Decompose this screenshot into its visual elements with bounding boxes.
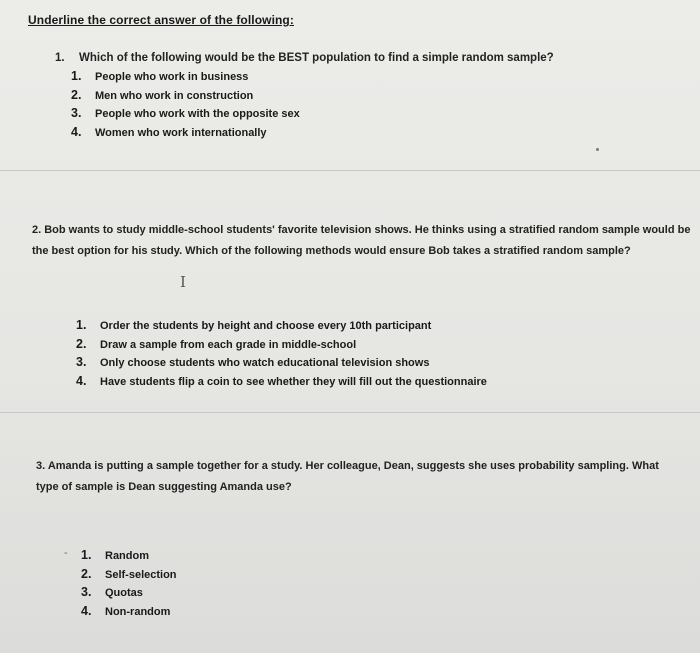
- q3-option-number: 4.: [81, 603, 92, 618]
- q3-option-2[interactable]: [81, 565, 177, 584]
- text-cursor-icon: I: [180, 273, 186, 291]
- q2-option-number: 3.: [76, 355, 87, 369]
- q2-option-text: Order the students by height and choose every 10th participant: [100, 320, 432, 332]
- question-3-options: [81, 546, 177, 620]
- q1-option-number: 1.: [71, 69, 82, 83]
- q3-option-number: 3.: [81, 585, 92, 599]
- q3-option-text: Self-selection: [105, 568, 177, 581]
- q3-option-text: Quotas: [105, 587, 143, 599]
- q2-option-text: Have students flip a coin to see whether they will fill out the questionnaire: [100, 375, 487, 388]
- question-3-prompt: 3. Amanda is putting a sample together for a study. Her colleague, Dean, suggests she uses probability sampling. What type of sample is Dean suggesting Amanda use?: [36, 460, 659, 493]
- q1-option-4[interactable]: [71, 123, 300, 142]
- q3-option-text: Random: [105, 550, 149, 562]
- q1-option-number: 2.: [71, 87, 82, 102]
- q3-option-3[interactable]: [81, 583, 177, 602]
- q1-option-1[interactable]: [71, 67, 300, 86]
- question-2-options: [76, 316, 487, 390]
- question-1-prompt: [55, 52, 554, 64]
- q1-option-number: 4.: [71, 124, 82, 139]
- q2-option-4[interactable]: [76, 372, 487, 391]
- paper-speck: [596, 148, 599, 151]
- q2-option-text: Only choose students who watch educational television shows: [100, 357, 430, 369]
- q1-option-text: People who work in business: [95, 71, 249, 83]
- instructions-heading: Underline the correct answer of the following:: [28, 13, 294, 27]
- q3-option-number: 2.: [81, 566, 92, 581]
- q1-option-2[interactable]: [71, 86, 300, 105]
- q2-option-number: 4.: [76, 373, 87, 388]
- q2-option-2[interactable]: [76, 335, 487, 354]
- q2-option-1[interactable]: [76, 316, 487, 335]
- q3-option-number: 1.: [81, 548, 92, 562]
- q2-option-text: Draw a sample from each grade in middle-school: [100, 338, 357, 351]
- q2-option-number: 1.: [76, 318, 87, 332]
- q2-option-number: 2.: [76, 336, 87, 351]
- question-1-text: Which of the following would be the BEST population to find a simple random sample?: [79, 52, 554, 64]
- q3-option-text: Non-random: [105, 605, 171, 618]
- section-divider: [0, 412, 700, 413]
- q1-option-3[interactable]: [71, 104, 300, 123]
- q1-option-text: People who work with the opposite sex: [95, 108, 300, 120]
- question-1-options: [71, 67, 300, 141]
- dash-mark: -: [64, 547, 68, 559]
- q3-option-4[interactable]: [81, 602, 177, 621]
- question-2-prompt: 2. Bob wants to study middle-school students' favorite television shows. He thinks using a stratified random sample would be the best option for his study. Which of the following methods would ensure Bob takes a stratified random sample?: [32, 224, 691, 257]
- q1-option-text: Women who work internationally: [95, 126, 267, 139]
- question-1-number: 1.: [55, 52, 65, 64]
- q3-option-1[interactable]: [81, 546, 177, 565]
- q2-option-3[interactable]: [76, 353, 487, 372]
- q1-option-text: Men who work in construction: [95, 89, 254, 102]
- section-divider: [0, 170, 700, 171]
- q1-option-number: 3.: [71, 106, 82, 120]
